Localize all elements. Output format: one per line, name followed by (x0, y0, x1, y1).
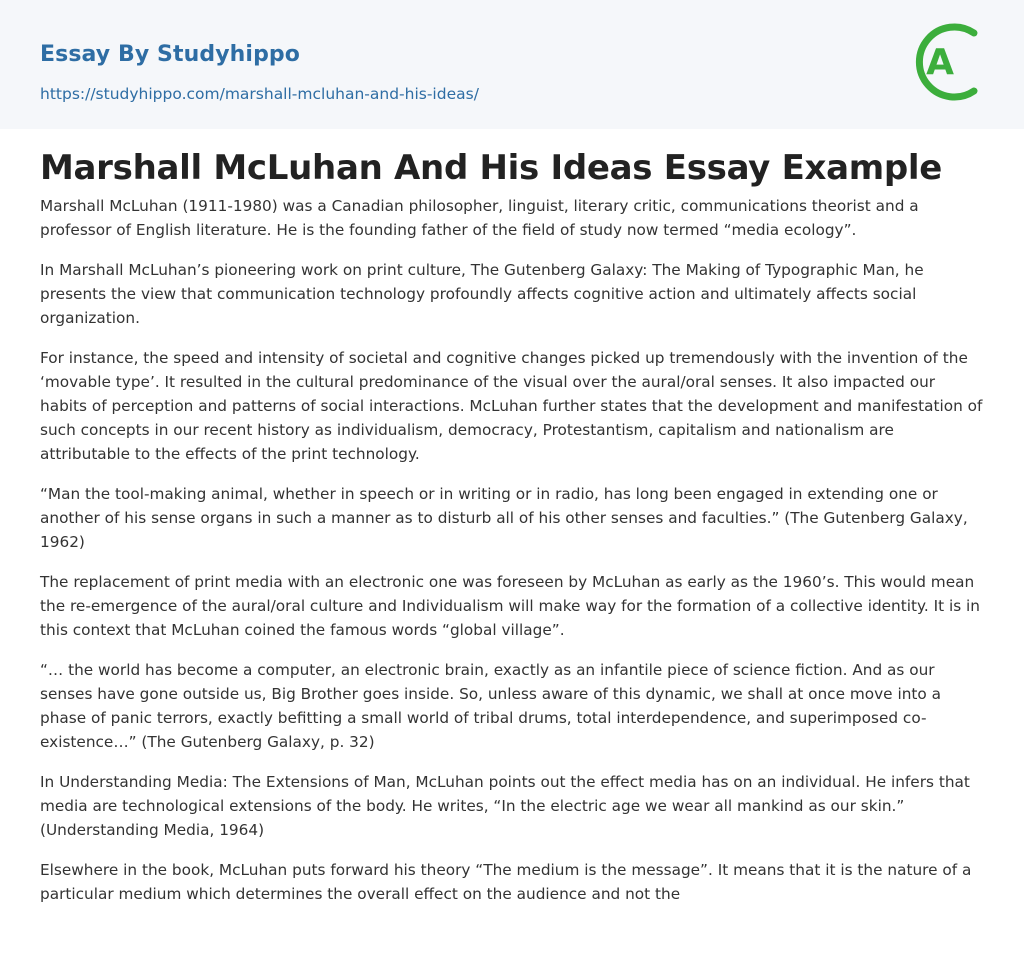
paragraph: In Marshall McLuhan’s pioneering work on print culture, The Gutenberg Galaxy: The Making of Typographic Man, he presents the view that communication technology profoundly affects cognitive action and ultimately affects social organization. (40, 261, 924, 327)
paragraph: For instance, the speed and intensity of societal and cognitive changes picked up tremendously with the invention of the ‘movable type’. It resulted in the cultural predominance of the visual over the aural/oral senses. It also impacted our habits of perception and patterns of social interactions. McLuhan further states that the development and manifestation of such concepts in our recent history as individualism, democracy, Protestantism, capitalism and nationalism are attributable to the effects of the print technology. (40, 349, 983, 463)
paragraph: “Man the tool-making animal, whether in speech or in writing or in radio, has long been engaged in extending one or another of his sense organs in such a manner as to disturb all of his other senses and faculties.” (The Gutenberg Galaxy, 1962) (40, 485, 968, 551)
site-header (0, 0, 1024, 129)
paragraph: In Understanding Media: The Extensions of Man, McLuhan points out the effect media has on an individual. He infers that media are technological extensions of the body. He writes, “In the electric age we wear all mankind as our skin.” (Understanding Media, 1964) (40, 773, 970, 839)
paragraph: “… the world has become a computer, an electronic brain, exactly as an infantile piece of science fiction. And as our senses have gone outside us, Big Brother goes inside. So, unless aware of this dynamic, we shall at once move into a phase of panic terrors, exactly befitting a small world of tribal drums, total interdependence, and superimposed co-existence…” (The Gutenberg Galaxy, p. 32) (40, 661, 941, 751)
paragraph: The replacement of print media with an electronic one was foreseen by McLuhan as early as the 1960’s. This would mean the re-emergence of the aural/oral culture and Individualism will make way for the formation of a collective identity. It is in this context that McLuhan coined the famous words “global village”. (40, 573, 980, 639)
paragraph: Marshall McLuhan (1911-1980) was a Canadian philosopher, linguist, literary critic, communications theorist and a professor of English literature. He is the founding father of the field of study now termed “media ecology”. (40, 197, 919, 239)
article (0, 148, 1024, 906)
paragraph: Elsewhere in the book, McLuhan puts forward his theory “The medium is the message”. It means that it is the nature of a particular medium which determines the overall effect on the audience and not the (40, 861, 972, 903)
logo-letter: A (926, 42, 954, 83)
article-title: Marshall McLuhan And His Ideas Essay Example (40, 148, 943, 188)
studyhippo-logo-icon[interactable] (912, 19, 986, 105)
site-brand[interactable]: Essay By Studyhippo (40, 42, 300, 67)
page-url-link[interactable]: https://studyhippo.com/marshall-mcluhan-and-his-ideas/ (40, 85, 479, 103)
